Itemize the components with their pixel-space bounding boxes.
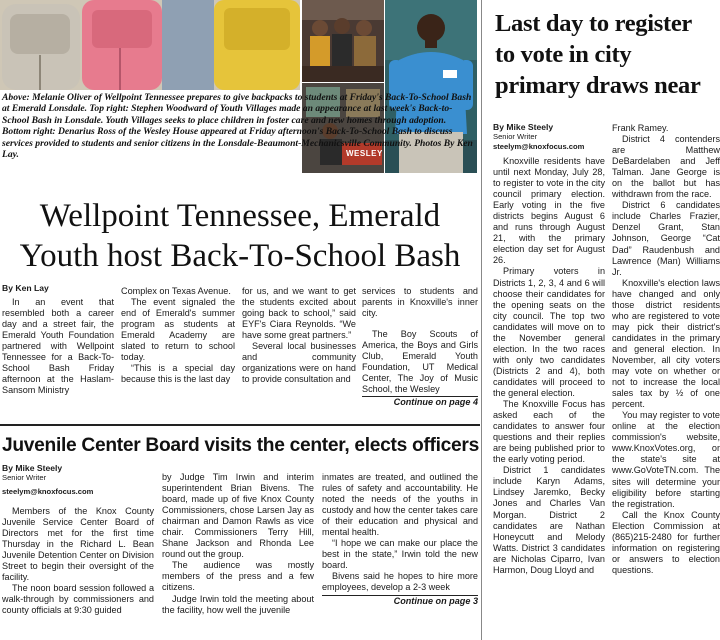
- article1-col2: [121, 286, 235, 385]
- article2-col2: [162, 472, 314, 616]
- article2-col1-p2: The noon board session followed a walk-through by commissioners and county officials at 9:30 guided: [2, 583, 154, 616]
- article3-col2: [612, 123, 720, 576]
- article2-byline-email: steelym@knoxfocus.com: [2, 487, 94, 496]
- article1-col3-p1: for us, and we want to get the students excited about going back to school,” said EYF's Ciara Reynolds. “We have some great partners.”: [242, 286, 356, 341]
- article3-byline: [493, 122, 584, 152]
- article1-headline: [0, 196, 480, 276]
- article-separator: [0, 424, 480, 426]
- article3-col2-p6: Call the Knox County Election Commission at (865)215-2480 for further information on registering or answers to election questions.: [612, 509, 720, 575]
- group-photo-art: [302, 0, 384, 82]
- article1-col2-p1: Complex on Texas Avenue.: [121, 286, 231, 296]
- article3-col1: [493, 156, 605, 576]
- group-photo: [302, 0, 384, 82]
- article1-headline-line2: Youth host Back-To-School Bash: [19, 238, 461, 274]
- article2-byline-name: By Mike Steely: [2, 463, 63, 473]
- article3-col2-p1: Frank Ramey.: [612, 123, 669, 133]
- article1-continue[interactable]: Continue on page 4: [362, 396, 478, 408]
- article2-col2-p3: Judge Irwin told the meeting about the facility, how well the juvenile: [162, 593, 314, 615]
- column-divider: [481, 0, 482, 640]
- article1-col1: [2, 297, 114, 396]
- article1-col3: [242, 286, 356, 385]
- article3-col1-p2: Primary voters in Districts 1, 2, 3, 4 and 6 will choose their candidates for the opening seats on the city council. The top two candidates will move on to the November general election. In the two races with only two candidates (Districts 2 and 4), both candidates will proceed to the general election.: [493, 266, 605, 398]
- article2-col3: [322, 472, 478, 607]
- article3-byline-email: steelym@knoxfocus.com: [493, 142, 585, 151]
- article1-col2-p2: The event signaled the end of Emerald's summer program as students at Emerald Academy are slated to return to school today.: [121, 297, 235, 363]
- article2-col1-p1: Members of the Knox County Juvenile Service Center Board of Directors met for the first time Thursday in the Richard L. Bean Juvenile Detention Center on Division Street to begin their oversight of the facility.: [2, 506, 154, 583]
- article1-col4: [362, 286, 478, 408]
- article2-col3-p3: Bivens said he hopes to hire more employees, develop a 2-3 week: [322, 571, 478, 593]
- article2-col3-p2: “I hope we can make our place the best in the state,” Irwin told the new board.: [322, 538, 478, 571]
- article3-col1-p4: District 1 candidates include Karyn Adams, Lindsey Jaremko, Becky Jones and Charles Van Morgan. District 2 candidates are Nathan Honeycutt and Melody Watts. District 3 candidates are Nicholas Ciparro, Ivan Harmon, Doug Lloyd and: [493, 465, 605, 575]
- article2-col2-p1: by Judge Tim Irwin and interim superintendent Brian Bivens. The board, made up of five Knox County Commissioners, chose Larsen Jay as chairman and Damon Rawls as vice chair. Commissioners Terry Hill, Shane Jackson and Rhonda Lee round out the group.: [162, 472, 314, 560]
- article2-col2-p2: The audience was mostly members of the press and a few citizens.: [162, 560, 314, 593]
- photo-caption: Above: Melanie Oliver of Wellpoint Tennessee prepares to give backpacks to students at Friday's Back-To-School Bash at Emerald Lonsdale. Top right: Stephen Woodward of Youth Villages made an appearance at last week's Back-to-School Bash in Lonsdale. Youth Villages seeks to place children in foster care and new homes through adoption. Bottom right: Denarius Ross of the Wesley House appeared at Friday afternoon's Back-To-School Bash to discuss services provided to students and senior citizens in the Lonsdale-Beaumont-Mechanicsville Community. Photos By Ken Lay.: [2, 92, 473, 161]
- wesley-sign-text: WESLEY: [346, 149, 383, 158]
- article3-col2-p3: District 6 candidates include Charles Frazier, Denzel Grant, Stan Johnson, George “Cat Dad” Raudenbush and Lawrence (Man) Williams Jr.: [612, 200, 720, 277]
- article1-col4-p1: services to students and parents in Knoxville's inner city.: [362, 286, 478, 319]
- article3-headline-line1: Last day to register: [495, 10, 692, 37]
- article1-headline-line1: Wellpoint Tennessee, Emerald: [39, 198, 441, 234]
- article3-headline-line3: primary draws near: [495, 72, 701, 99]
- article3-col1-p3: The Knoxville Focus has asked each of the candidates to answer four questions and their replies are being published prior to the early voting period.: [493, 399, 605, 465]
- article3-headline-line2: to vote in city: [495, 41, 632, 68]
- article1-byline: By Ken Lay: [2, 283, 49, 293]
- article3-col2-p5: You may register to vote online at the election commission's website, www.KnoxVotes.org, or the state's site at www.GoVoteTN.com. The sites will determine your eligibility before starting the registration.: [612, 410, 720, 509]
- article2-headline: Juvenile Center Board visits the center, elects officers: [2, 435, 479, 456]
- article3-col2-p2: District 4 contenders are Matthew DeBardelaben and Jeff Talman. Jane George is on the ballot but has withdrawn from the race.: [612, 134, 720, 200]
- article1-col2-p3: “This is a special day because this is the last day: [121, 363, 235, 385]
- article2-byline: [2, 463, 93, 497]
- article1-col1-text: In an event that resembled both a career day and a street fair, the Emerald Youth Foundation partnered with Wellpoint Tennessee for a Back-To-School Bash Friday afternoon at the Haslam-Sansom Ministry: [2, 297, 114, 396]
- backpacks-photo: [0, 0, 300, 90]
- article2-byline-role: Senior Writer: [2, 473, 47, 482]
- article1-col3-p2: Several local businesses and community organizations were on hand to provide consultation and: [242, 341, 356, 385]
- article2-col3-p1: inmates are treated, and outlined the rules of safety and accountability. He noted the needs of the youths in custody and how the center takes care of their education and physical and mental health.: [322, 472, 478, 538]
- article3-headline: [495, 8, 720, 101]
- article2-continue[interactable]: Continue on page 3: [322, 595, 478, 607]
- article3-byline-role: Senior Writer: [493, 132, 538, 141]
- article2-col1: [2, 506, 154, 616]
- article3-byline-name: By Mike Steely: [493, 122, 554, 132]
- article3-col2-p4: Knoxville's election laws have changed and only those district residents who are registered to vote may pick their district's candidates in the primary and general election. In November, all city voters may vote on whether or not to increase the local sales tax by ½ of one percent.: [612, 277, 720, 410]
- article3-col1-p1: Knoxville residents have until next Monday, July 28, to register to vote in the city council primary election. Early voting in the five districts begins August 6 and runs through August 21, with the primary election day set for August 26.: [493, 156, 605, 266]
- backpacks-photo-art: [0, 0, 300, 90]
- article1-col4-p2: The Boy Scouts of America, the Boys and Girls Club, Emerald Youth Foundation, UT Medical Center, The Joy of Music School, the Wesley: [362, 329, 478, 395]
